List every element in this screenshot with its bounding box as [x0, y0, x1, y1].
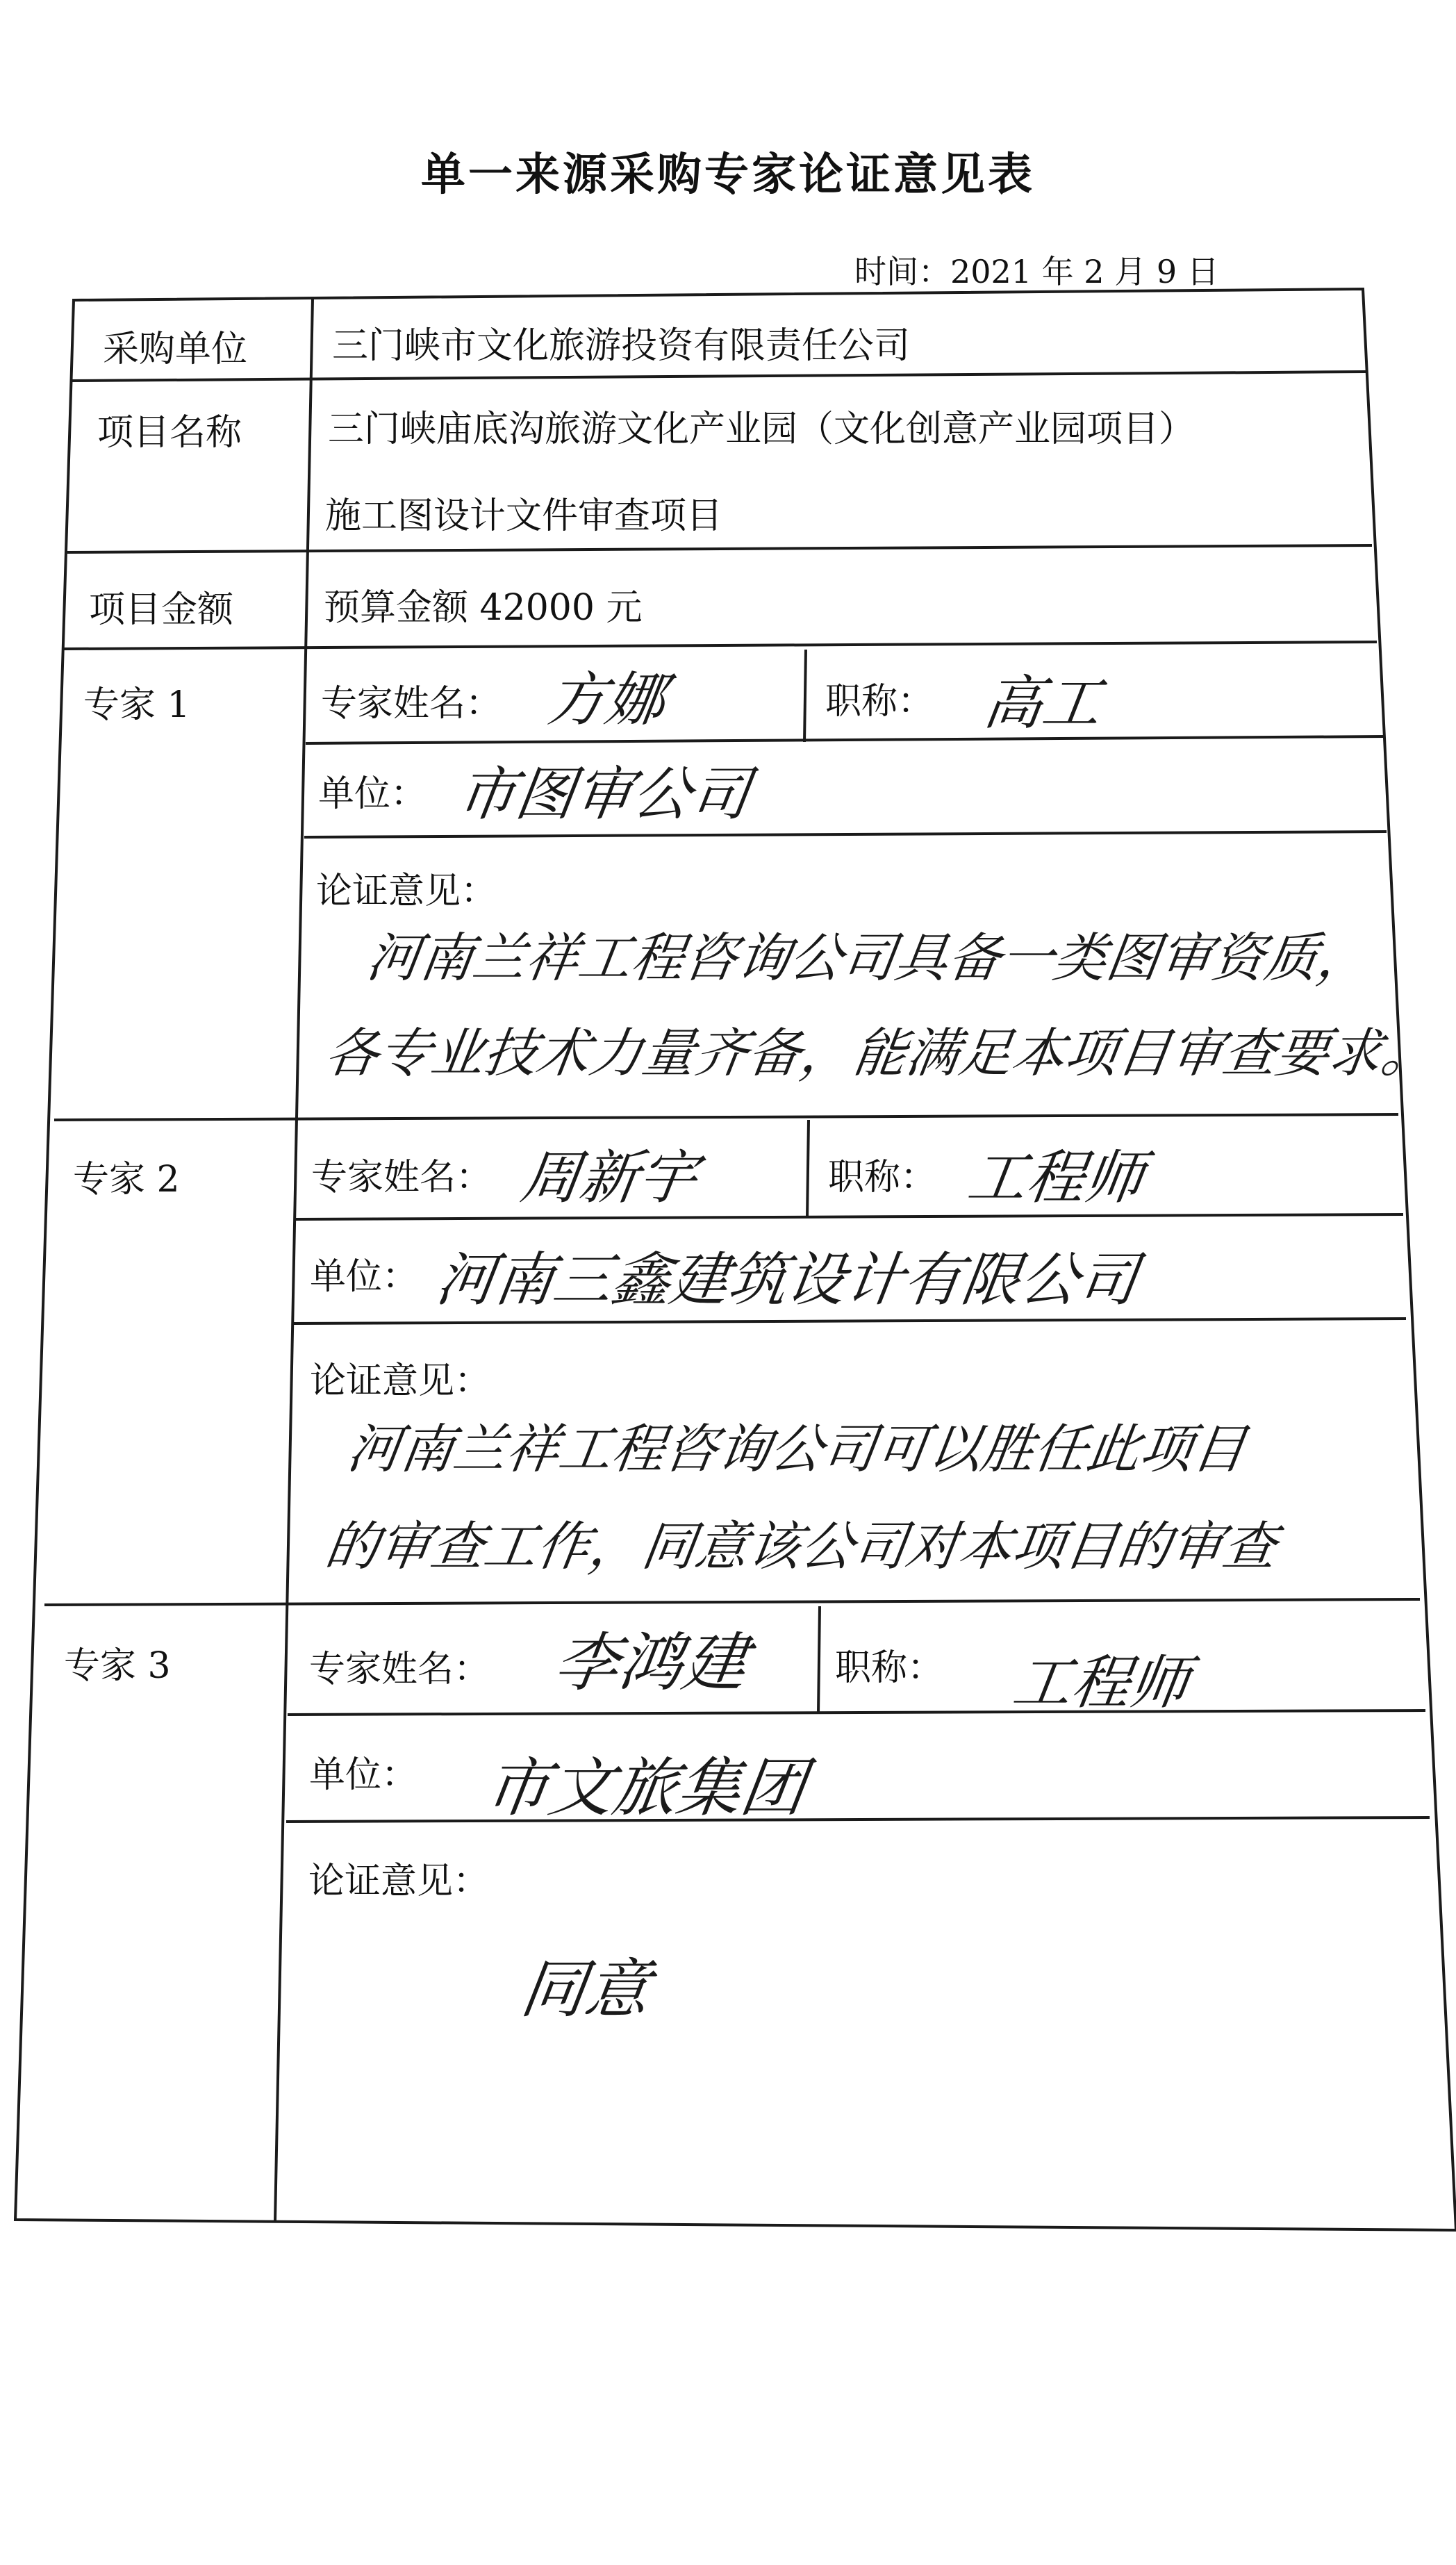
expert3-opinion-line1: 同意: [516, 1952, 655, 2027]
project-value-line1: 三门峡庙底沟旅游文化产业园（文化创意产业园项目）: [328, 409, 1196, 450]
expert2-org-handwritten: 河南三鑫建筑设计有限公司: [432, 1246, 1142, 1314]
expert2-opinion-line2: 的审查工作，同意该公司对本项目的审查: [321, 1515, 1281, 1577]
expert3-name-handwritten: 李鸿建: [549, 1626, 752, 1700]
expert1-label: 专家 1: [83, 684, 190, 726]
expert1-name-label: 专家姓名：: [321, 683, 502, 725]
expert3-title-handwritten: 工程师: [1009, 1649, 1193, 1717]
expert2-title-label: 职称：: [828, 1157, 937, 1198]
expert1-title-handwritten: 高工: [979, 669, 1106, 737]
expert1-opinion-label: 论证意见：: [316, 871, 497, 912]
expert2-label: 专家 2: [73, 1159, 180, 1201]
amount-value: 预算金额 42000 元: [324, 587, 643, 629]
expert1-org-handwritten: 市图审公司: [453, 760, 754, 828]
expert1-org-label: 单位：: [318, 773, 427, 815]
expert3-org-handwritten: 市文旅集团: [480, 1751, 811, 1825]
expert2-opinion-label: 论证意见：: [310, 1360, 491, 1402]
expert2-name-handwritten: 周新宇: [517, 1144, 702, 1212]
form-date: 时间：2021 年 2 月 9 日: [854, 253, 1219, 290]
expert2-opinion-line1: 河南兰祥工程咨询公司可以胜任此项目: [343, 1418, 1250, 1480]
expert1-name-handwritten: 方娜: [543, 666, 670, 734]
unit-value: 三门峡市文化旅游投资有限责任公司: [332, 325, 911, 367]
form-title: 单一来源采购专家论证意见表: [421, 149, 1035, 201]
expert1-opinion-line1: 河南兰祥工程咨询公司具备一类图审资质，: [363, 927, 1375, 989]
expert2-org-label: 单位：: [310, 1256, 419, 1298]
expert1-opinion-line2: 各专业技术力量齐备，能满足本项目审查要求。: [321, 1022, 1439, 1084]
expert3-label: 专家 3: [64, 1645, 171, 1687]
unit-label: 采购单位: [103, 329, 248, 370]
project-value-line2: 施工图设计文件审查项目: [325, 495, 723, 537]
expert3-name-label: 专家姓名：: [309, 1649, 490, 1690]
amount-label: 项目金额: [89, 589, 234, 631]
project-label: 项目名称: [97, 412, 242, 454]
expert3-org-label: 单位：: [309, 1754, 418, 1796]
expert1-title-label: 职称：: [825, 681, 934, 723]
expert2-name-label: 专家姓名：: [311, 1157, 493, 1198]
expert3-title-label: 职称：: [835, 1647, 944, 1689]
expert3-opinion-label: 论证意见：: [308, 1861, 490, 1902]
expert2-title-handwritten: 工程师: [963, 1144, 1148, 1212]
